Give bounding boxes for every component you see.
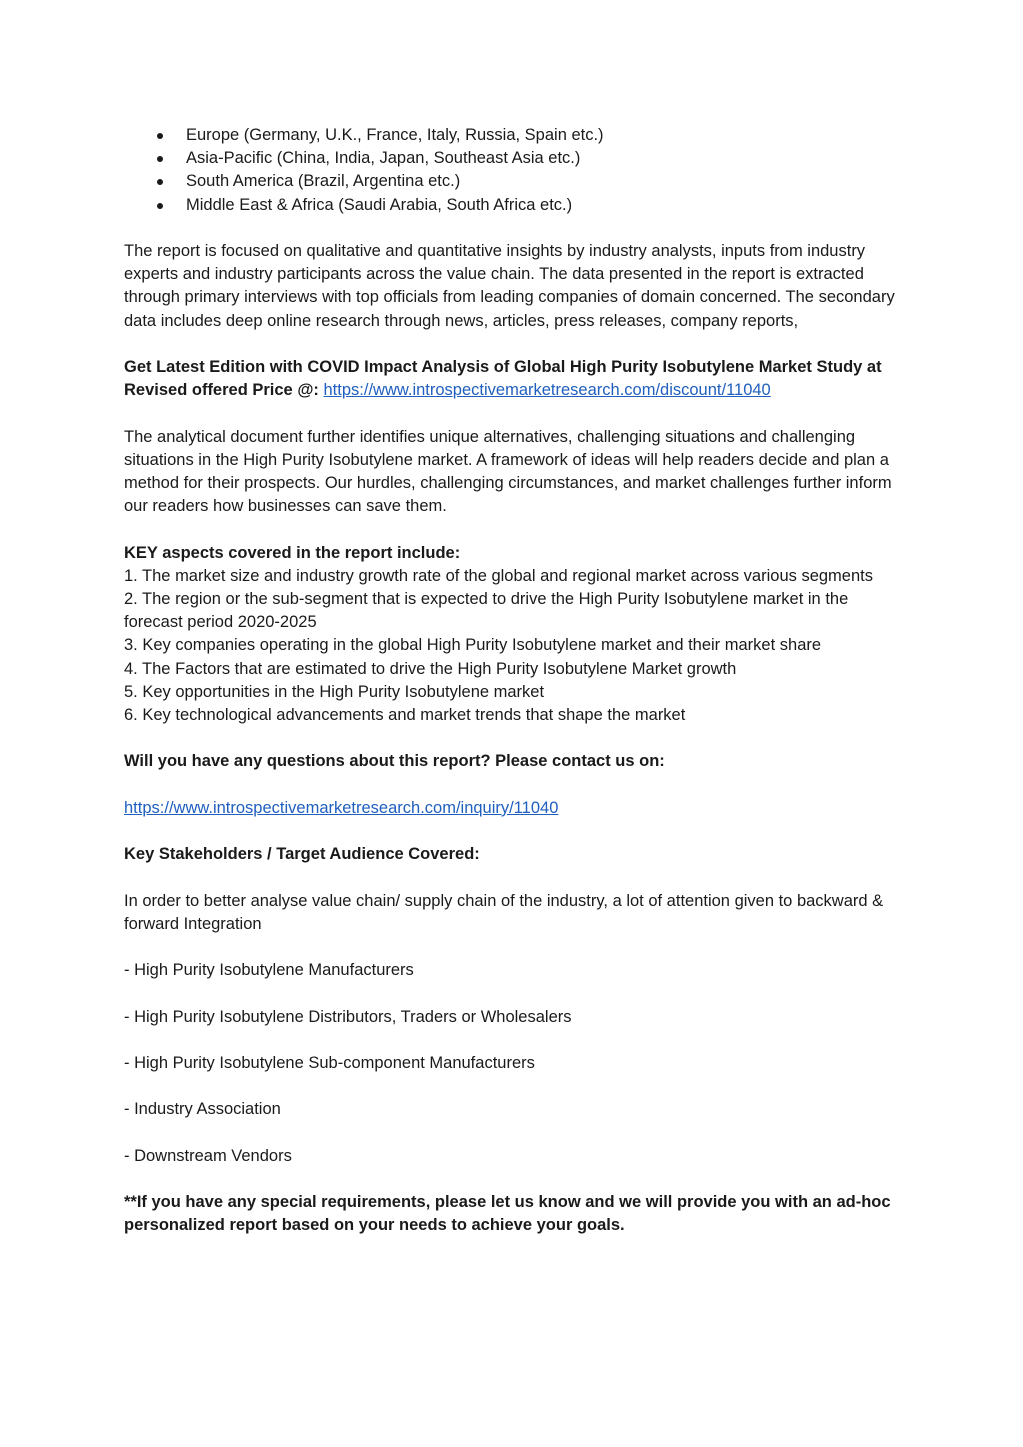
key-aspect-item: 1. The market size and industry growth rate of the global and regional market across various segments: [124, 566, 873, 585]
key-aspect-item: 5. Key opportunities in the High Purity Isobutylene market: [124, 682, 545, 701]
closing-note: **If you have any special requirements, please let us know and we will provide you with an ad-hoc personalized report based on your needs to achieve your goals.: [124, 1193, 891, 1235]
document-content: [124, 124, 904, 1237]
stakeholders-intro: In order to better analyse value chain/ supply chain of the industry, a lot of attention given to backward & forward Integration: [124, 891, 884, 933]
stakeholder-item: - Industry Association: [124, 1100, 281, 1119]
offer-text: Get Latest Edition with COVID Impact Analysis of Global High Purity Isobutylene Market Study at Revised offered Price @:: [124, 357, 882, 400]
region-label: South America (Brazil, Argentina etc.): [186, 172, 461, 191]
bullet-icon: [157, 179, 163, 185]
key-aspect-item: 3. Key companies operating in the global High Purity Isobutylene market and their market share: [124, 636, 822, 655]
questions-heading: Will you have any questions about this report? Please contact us on:: [124, 752, 665, 771]
region-list-item: [124, 124, 904, 147]
region-label: Asia-Pacific (China, India, Japan, Southeast Asia etc.): [186, 149, 581, 168]
region-list-item: [124, 170, 904, 193]
inquiry-link-line: [124, 797, 904, 820]
offer-paragraph: [124, 356, 904, 402]
key-aspect-item: 2. The region or the sub-segment that is expected to drive the High Purity Isobutylene market in the forecast period 2020-2025: [124, 589, 849, 632]
stakeholder-item: - High Purity Isobutylene Sub-component Manufacturers: [124, 1053, 535, 1072]
intro-paragraph: The report is focused on qualitative and quantitative insights by industry analysts, inputs from industry experts and industry participants across the value chain. The data presented in the report is extracted through primary interviews with top officials from leading companies of domain concerned. The secondary data includes deep online research through news, articles, press releases, company reports,: [124, 241, 895, 330]
bullet-icon: [157, 156, 163, 162]
stakeholder-item: - High Purity Isobutylene Distributors, Traders or Wholesalers: [124, 1007, 572, 1026]
region-label: Middle East & Africa (Saudi Arabia, South Africa etc.): [186, 195, 573, 214]
bullet-icon: [157, 203, 163, 209]
discount-link[interactable]: https://www.introspectivemarketresearch.com/discount/11040: [323, 381, 771, 400]
stakeholder-item: - High Purity Isobutylene Manufacturers: [124, 961, 414, 980]
key-aspect-item: 6. Key technological advancements and market trends that shape the market: [124, 705, 686, 724]
key-aspects-heading: KEY aspects covered in the report include:: [124, 543, 461, 562]
region-list: [124, 124, 904, 217]
analysis-paragraph: The analytical document further identifies unique alternatives, challenging situations and challenging situations in the High Purity Isobutylene market. A framework of ideas will help readers decide and plan a method for their prospects. Our hurdles, challenging circumstances, and market challenges further inform our readers how businesses can save them.: [124, 427, 892, 516]
inquiry-link[interactable]: https://www.introspectivemarketresearch.com/inquiry/11040: [124, 798, 559, 817]
bullet-icon: [157, 133, 163, 139]
key-aspect-item: 4. The Factors that are estimated to drive the High Purity Isobutylene Market growth: [124, 659, 737, 678]
region-list-item: [124, 147, 904, 170]
stakeholder-item: - Downstream Vendors: [124, 1146, 292, 1165]
region-label: Europe (Germany, U.K., France, Italy, Russia, Spain etc.): [186, 126, 604, 144]
region-list-item: [124, 194, 904, 217]
stakeholders-heading: Key Stakeholders / Target Audience Covered:: [124, 845, 480, 864]
